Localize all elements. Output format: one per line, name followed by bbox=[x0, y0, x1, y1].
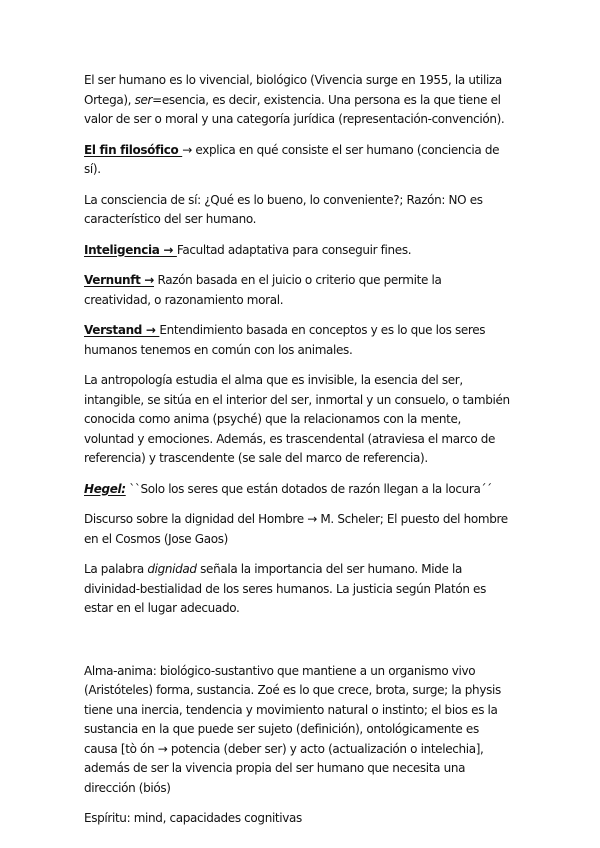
paragraph-dignidad bbox=[84, 560, 510, 619]
term-vernunft: Vernunft → bbox=[84, 273, 155, 287]
term-inteligencia: Inteligencia → bbox=[84, 242, 177, 257]
paragraph-alma-anima bbox=[84, 662, 510, 799]
paragraph-hegel bbox=[84, 480, 510, 500]
italic-term-dignidad: dignidad bbox=[147, 562, 197, 576]
text-segment: Espíritu: mind, capacidades cognitivas bbox=[84, 811, 302, 825]
quote-text: ``Solo los seres que están dotados de razón llegan a la locura´´ bbox=[125, 481, 492, 496]
text-segment: Alma-anima: biológico-sustantivo que mantiene a un organismo vivo (Aristóteles) forma, sustancia. Zoé es lo que crece, brota, surge; la physis tiene una inercia, tendencia y movimiento natural o instinto; el bios es la sustancia en la que puede ser sujeto (definición), ontológicamente es causa [tò ón → potencia (deber ser) y acto (actualización o intelechia], además de ser la vivencia propia del ser humano que necesita una dirección (biós) bbox=[84, 663, 501, 795]
text-segment: señala la importancia del ser humano. Mide la divinidad-bestialidad de los seres humanos. La justicia según Platón es estar en el lugar adecuado. bbox=[84, 562, 486, 615]
spacer bbox=[84, 630, 510, 662]
paragraph-espiritu bbox=[84, 809, 510, 829]
term-fin-filosofico: El fin filosófico bbox=[84, 142, 183, 157]
definition-text: Entendimiento basada en conceptos y es lo que los seres humanos tenemos en común con los animales. bbox=[84, 323, 486, 357]
text-segment: La palabra bbox=[84, 562, 148, 576]
text-segment: El ser humano es lo vivencial, biológico (Vivencia surge en 1955, la utiliza Ortega), bbox=[84, 73, 502, 107]
paragraph-fin-filosofico bbox=[84, 141, 510, 180]
definition-text: Razón basada en el juicio o criterio que permite la creatividad, o razonamiento moral. bbox=[84, 273, 442, 307]
term-verstand: Verstand → bbox=[84, 323, 160, 337]
paragraph-discurso bbox=[84, 510, 510, 549]
paragraph-vernunft bbox=[84, 271, 510, 310]
italic-term-ser: ser bbox=[134, 92, 153, 107]
paragraph-ser-humano bbox=[84, 71, 510, 130]
definition-text: → explica en qué consiste el ser humano (conciencia de sí). bbox=[84, 142, 500, 176]
definition-text: Facultad adaptativa para conseguir fines. bbox=[176, 242, 412, 257]
paragraph-consciencia bbox=[84, 191, 510, 230]
text-segment: La antropología estudia el alma que es invisible, la esencia del ser, intangible, se sitúa en el interior del ser, inmortal y un consuelo, o también conocida como anima (psyché) que la relacionamos con la mente, voluntad y emociones. Además, es trascendental (atraviesa el marco de referencia) y trascendente (se sale del marco de referencia). bbox=[84, 373, 510, 465]
term-hegel: Hegel: bbox=[84, 481, 126, 496]
text-segment: Discurso sobre la dignidad del Hombre → M. Scheler; El puesto del hombre en el Cosmos (Jose Gaos) bbox=[84, 512, 508, 546]
text-segment: =esencia, es decir, existencia. Una persona es la que tiene el valor de ser o moral y una categoría jurídica (representación-convención). bbox=[84, 92, 505, 126]
text-segment: La consciencia de sí: ¿Qué es lo bueno, lo conveniente?; Razón: NO es característico del ser humano. bbox=[84, 192, 483, 226]
paragraph-antropologia bbox=[84, 371, 510, 469]
document-body bbox=[84, 71, 510, 840]
paragraph-inteligencia bbox=[84, 241, 510, 261]
paragraph-verstand bbox=[84, 321, 510, 360]
